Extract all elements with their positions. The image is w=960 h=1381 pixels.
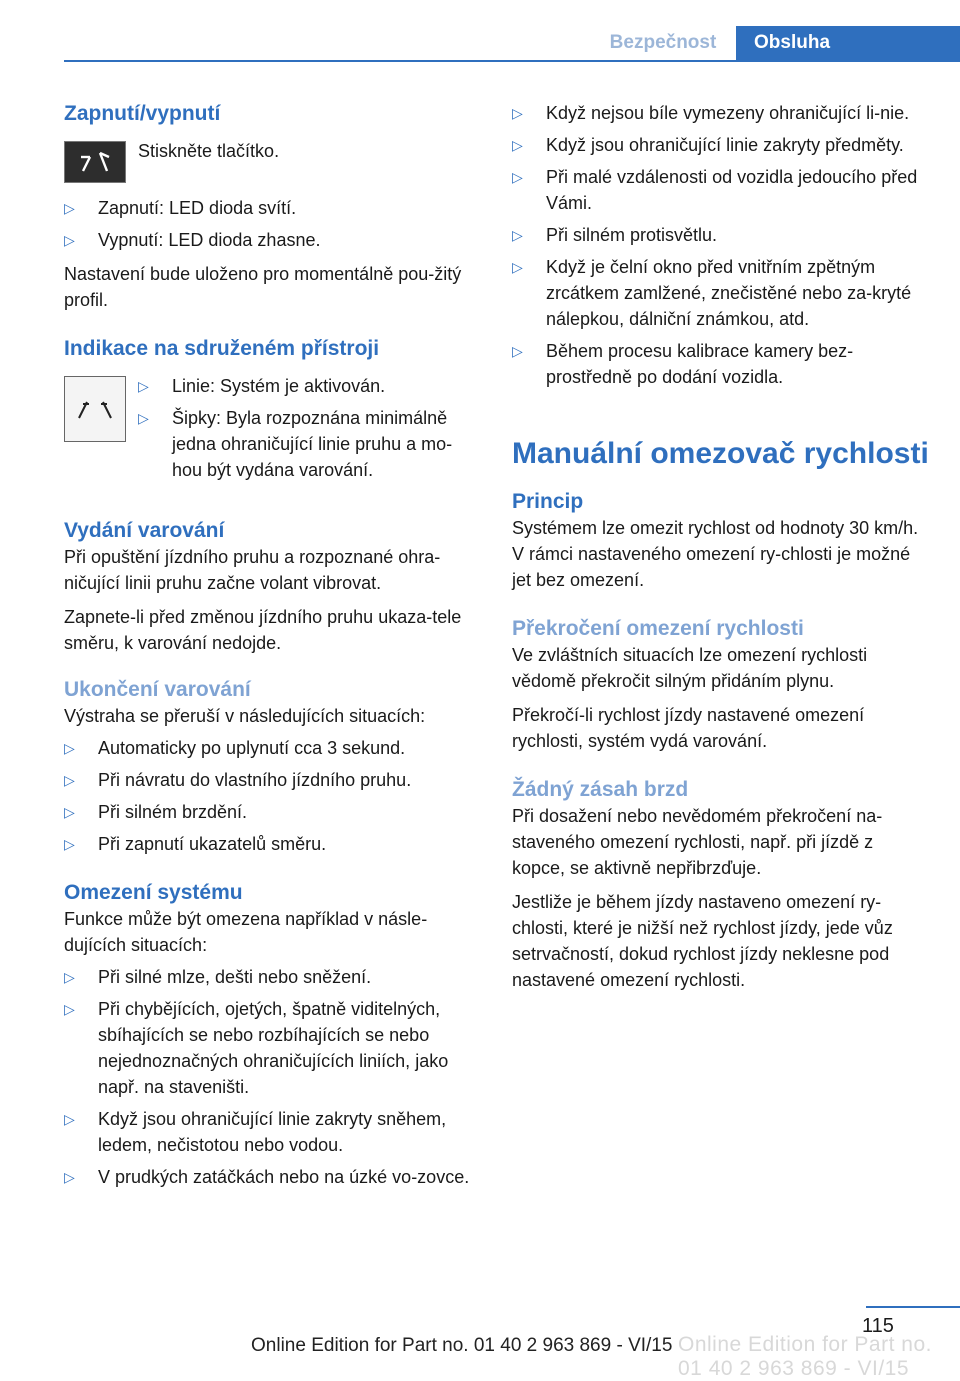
heading-princip: Princip: [512, 490, 584, 513]
lane-departure-button-icon: [64, 141, 126, 183]
paragraph: Zapnete-li před změnou jízdního pruhu ukaza‐tele směru, k varování nedojde.: [64, 607, 462, 653]
heading-omezeni-systemu: Omezení systému: [64, 881, 243, 904]
heading-prekroceni: Překročení omezení rychlosti: [512, 617, 804, 640]
heading-ukonceni-varovani: Ukončení varování: [64, 678, 251, 701]
indication-list: [138, 373, 482, 483]
heading-zapnuti: Zapnutí/vypnutí: [64, 102, 221, 125]
watermark: Online Edition for Part no. 01 40 2 963 869 - VI/15: [678, 1333, 932, 1380]
paragraph: Překročí-li rychlost jízdy nastavené omezení rychlosti, systém vydá varování.: [512, 705, 865, 751]
list-item: ▷ Při návratu do vlastního jízdního pruhu.: [64, 767, 482, 793]
list-item: ▷ Zapnutí: LED dioda svítí.: [64, 195, 482, 221]
limits-list-continued: [512, 100, 930, 390]
list-item: ▷ Při silném protisvětlu.: [512, 222, 930, 248]
list-item: ▷ Automaticky po uplynutí cca 3 sekund.: [64, 735, 482, 761]
paragraph: Systémem lze omezit rychlost od hodnoty 30 km/h. V rámci nastaveného omezení ry‐chlosti je možné jet bez omezení.: [512, 518, 919, 590]
heading-manualni-omezovac: Manuální omezovač rychlosti: [512, 437, 929, 470]
list-item: ▷ Vypnutí: LED dioda zhasne.: [64, 227, 482, 253]
right-column: [512, 100, 930, 993]
heading-vydani-varovani: Vydání varování: [64, 519, 225, 542]
page-number: 115: [862, 1315, 894, 1337]
list-item: ▷ Během procesu kalibrace kamery bez‐prostředně po dodání vozidla.: [512, 338, 930, 390]
list-item: ▷ Když je čelní okno před vnitřním zpětným zrcátkem zamlžené, znečistěné nebo za‐kryté nálepkou, dálniční známkou, atd.: [512, 254, 930, 332]
lane-indicator-icon: [64, 376, 126, 442]
paragraph: Při dosažení nebo nevědomém překročení na‐staveného omezení rychlosti, např. při jízdě z kopce, se aktivně nepřibrzďuje.: [512, 806, 883, 878]
list-item: ▷ Když jsou ohraničující linie zakryty předměty.: [512, 132, 930, 158]
tab-bezpecnost[interactable]: Bezpečnost: [609, 32, 717, 53]
footer-rule: [866, 1306, 960, 1308]
list-item: ▷ Když nejsou bíle vymezeny ohraničující li‐nie.: [512, 100, 930, 126]
paragraph: Při opuštění jízdního pruhu a rozpoznané ohra‐ničující linii pruhu začne volant vibrovat.: [64, 547, 441, 593]
tab-obsluha[interactable]: [736, 26, 960, 62]
tab-obsluha-label: Obsluha: [754, 32, 831, 53]
heading-zadny-zasah-brzd: Žádný zásah brzd: [512, 778, 689, 801]
list-item: ▷ Šipky: Byla rozpoznána minimálně jedna ohraničující linie pruhu a mo‐hou být vydána varování.: [138, 405, 482, 483]
paragraph: Ve zvláštních situacích lze omezení rychlosti vědomě překročit silným přidáním plynu.: [512, 645, 868, 691]
press-button-text: Stiskněte tlačítko.: [138, 141, 280, 161]
edition-footer: Online Edition for Part no. 01 40 2 963 869 - VI/15: [251, 1335, 673, 1356]
list-item: ▷ Linie: Systém je aktivován.: [138, 373, 482, 399]
heading-indikace: Indikace na sdruženém přístroji: [64, 337, 380, 360]
list-item: ▷ V prudkých zatáčkách nebo na úzké vo‐zovce.: [64, 1164, 482, 1190]
end-warning-list: [64, 735, 482, 857]
paragraph: Funkce může být omezena například v násle‐dujících situacích:: [64, 909, 428, 955]
limits-list: [64, 964, 482, 1190]
list-item: ▷ Při silném brzdění.: [64, 799, 482, 825]
onoff-list: [64, 195, 482, 253]
left-column: [64, 100, 482, 1190]
list-item: ▷ Při chybějících, ojetých, špatně viditelných, sbíhajících se nebo rozbíhajících se nebo nejednoznačných ohraničujících liniích, jako např. na staveništi.: [64, 996, 482, 1100]
paragraph: Výstraha se přeruší v následujících situacích:: [64, 706, 426, 726]
list-item: ▷ Při malé vzdálenosti od vozidla jedoucího před Vámi.: [512, 164, 930, 216]
list-item: ▷ Při silné mlze, dešti nebo sněžení.: [64, 964, 482, 990]
list-item: ▷ Při zapnutí ukazatelů směru.: [64, 831, 482, 857]
paragraph: Jestliže je během jízdy nastaveno omezení ry‐chlosti, které je nižší než rychlost jízdy, jede vůz setrvačností, dokud rychlost jízdy neklesne pod nastavené omezení rychlosti.: [512, 892, 893, 990]
profile-note: Nastavení bude uloženo pro momentálně pou‐žitý profil.: [64, 264, 462, 310]
list-item: ▷ Když jsou ohraničující linie zakryty sněhem, ledem, nečistotou nebo vodou.: [64, 1106, 482, 1158]
